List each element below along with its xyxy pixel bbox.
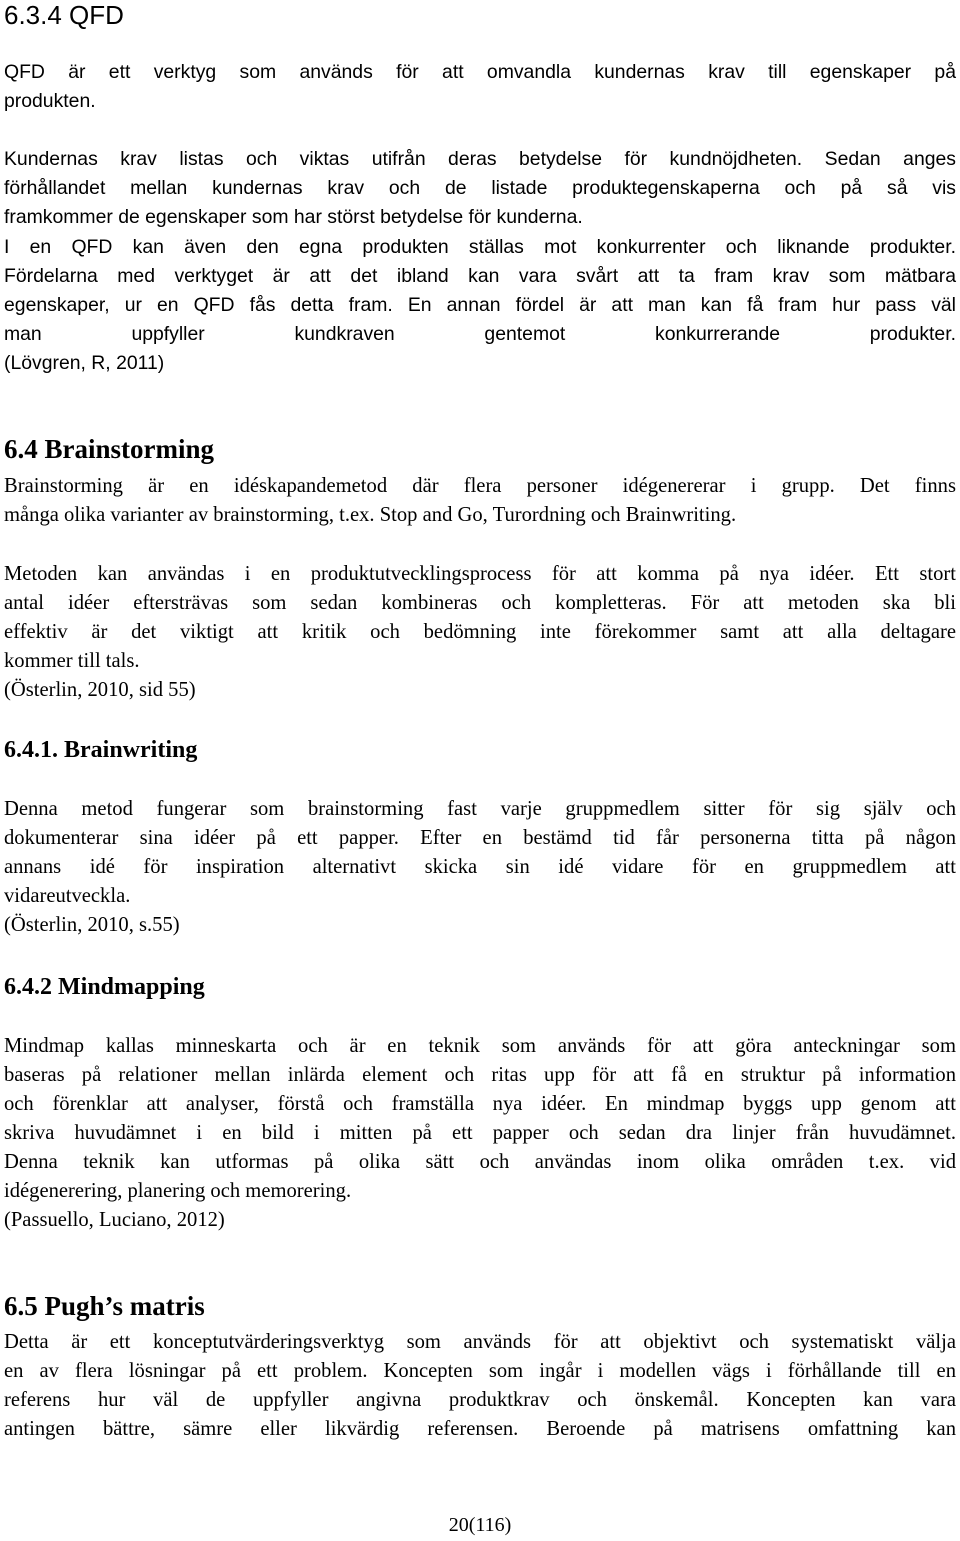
text-line: Metoden kan användas i en produktutvecklingsprocess för att komma på nya idéer. Ett stort [4,563,956,585]
section-heading-brainwriting: 6.4.1. Brainwriting [4,737,198,763]
qfd-paragraph-3 [4,233,956,378]
section-heading-pugh: 6.5 Pugh’s matris [4,1291,205,1321]
section-heading-brainstorming: 6.4 Brainstorming [4,434,215,464]
text-line: förhållandet mellan kundernas krav och de listade produktegenskaperna och på så vis [4,177,956,199]
brainstorming-paragraph-2 [4,560,956,705]
text-line: Mindmap kallas minneskarta och är en teknik som används för att göra anteckningar som [4,1035,956,1057]
text-line: Denna metod fungerar som brainstorming fast varje gruppmedlem sitter för sig själv och [4,798,956,820]
text-line: idégenerering, planering och memorering. [4,1180,352,1202]
citation: (Passuello, Luciano, 2012) [4,1209,225,1231]
text-line: Detta är ett konceptutvärderingsverktyg som används för att objektivt och systematiskt välja [4,1331,956,1353]
citation: (Österlin, 2010, s.55) [4,914,180,936]
text-line: Denna teknik kan utformas på olika sätt och användas inom olika områden t.ex. vid [4,1151,956,1173]
qfd-paragraph-2 [4,145,956,232]
text-line: annans idé för inspiration alternativt skicka sin idé vidare för en gruppmedlem att [4,856,956,878]
brainstorming-paragraph-1 [4,472,956,530]
text-line: dokumenterar sina idéer på ett papper. Efter en bestämd tid får personerna titta på någon [4,827,956,849]
text-line: kommer till tals. [4,650,140,672]
text-line: en av flera lösningar på ett problem. Koncepten som ingår i modellen vägs i förhållande till en [4,1360,956,1382]
text-line: Fördelarna med verktyget är att det ibland kan vara svårt att ta fram krav som mätbara [4,265,956,287]
text-line: effektiv är det viktigt att kritik och bedömning inte förekommer samt att alla deltagare [4,621,956,643]
text-line: antal idéer eftersträvas som sedan kombineras och kompletteras. För att metoden ska bli [4,592,956,614]
text-line: Kundernas krav listas och viktas utifrån deras betydelse för kundnöjdheten. Sedan anges [4,148,956,170]
text-line: skriva huvudämnet i en bild i mitten på ett papper och sedan dra linjer från huvudämnet. [4,1122,956,1144]
text-line: vidareutveckla. [4,885,131,907]
qfd-paragraph-1 [4,58,956,116]
page-number: 20(116) [448,1514,512,1536]
text-line: Brainstorming är en idéskapandemetod där flera personer idégenererar i grupp. Det finns [4,475,956,497]
text-line: många olika varianter av brainstorming, t.ex. Stop and Go, Turordning och Brainwriting. [4,504,737,526]
section-heading-mindmapping: 6.4.2 Mindmapping [4,974,205,1000]
section-heading-qfd: 6.3.4 QFD [4,0,124,30]
text-line: baseras på relationer mellan inlärda element och ritas upp för att få en struktur på information [4,1064,956,1086]
pugh-paragraph-1 [4,1328,956,1444]
text-line: produkten. [4,90,96,112]
text-line: QFD är ett verktyg som används för att omvandla kundernas krav till egenskaper på [4,61,956,83]
text-line: antingen bättre, sämre eller likvärdig referensen. Beroende på matrisens omfattning kan [4,1418,956,1440]
text-line: referens hur väl de uppfyller angivna produktkrav och önskemål. Koncepten kan vara [4,1389,956,1411]
text-line: man uppfyller kundkraven gentemot konkurrerande produkter. [4,323,956,345]
citation: (Lövgren, R, 2011) [4,352,165,374]
text-line: och förenklar att analyser, förstå och framställa nya idéer. En mindmap byggs upp genom att [4,1093,956,1115]
citation: (Österlin, 2010, sid 55) [4,679,196,701]
mindmapping-paragraph-1 [4,1032,956,1235]
text-line: framkommer de egenskaper som har störst betydelse för kunderna. [4,206,583,228]
text-line: I en QFD kan även den egna produkten ställas mot konkurrenter och liknande produkter. [4,236,956,258]
text-line: egenskaper, ur en QFD fås detta fram. En annan fördel är att man kan få fram hur pass väl [4,294,956,316]
brainwriting-paragraph-1 [4,795,956,940]
